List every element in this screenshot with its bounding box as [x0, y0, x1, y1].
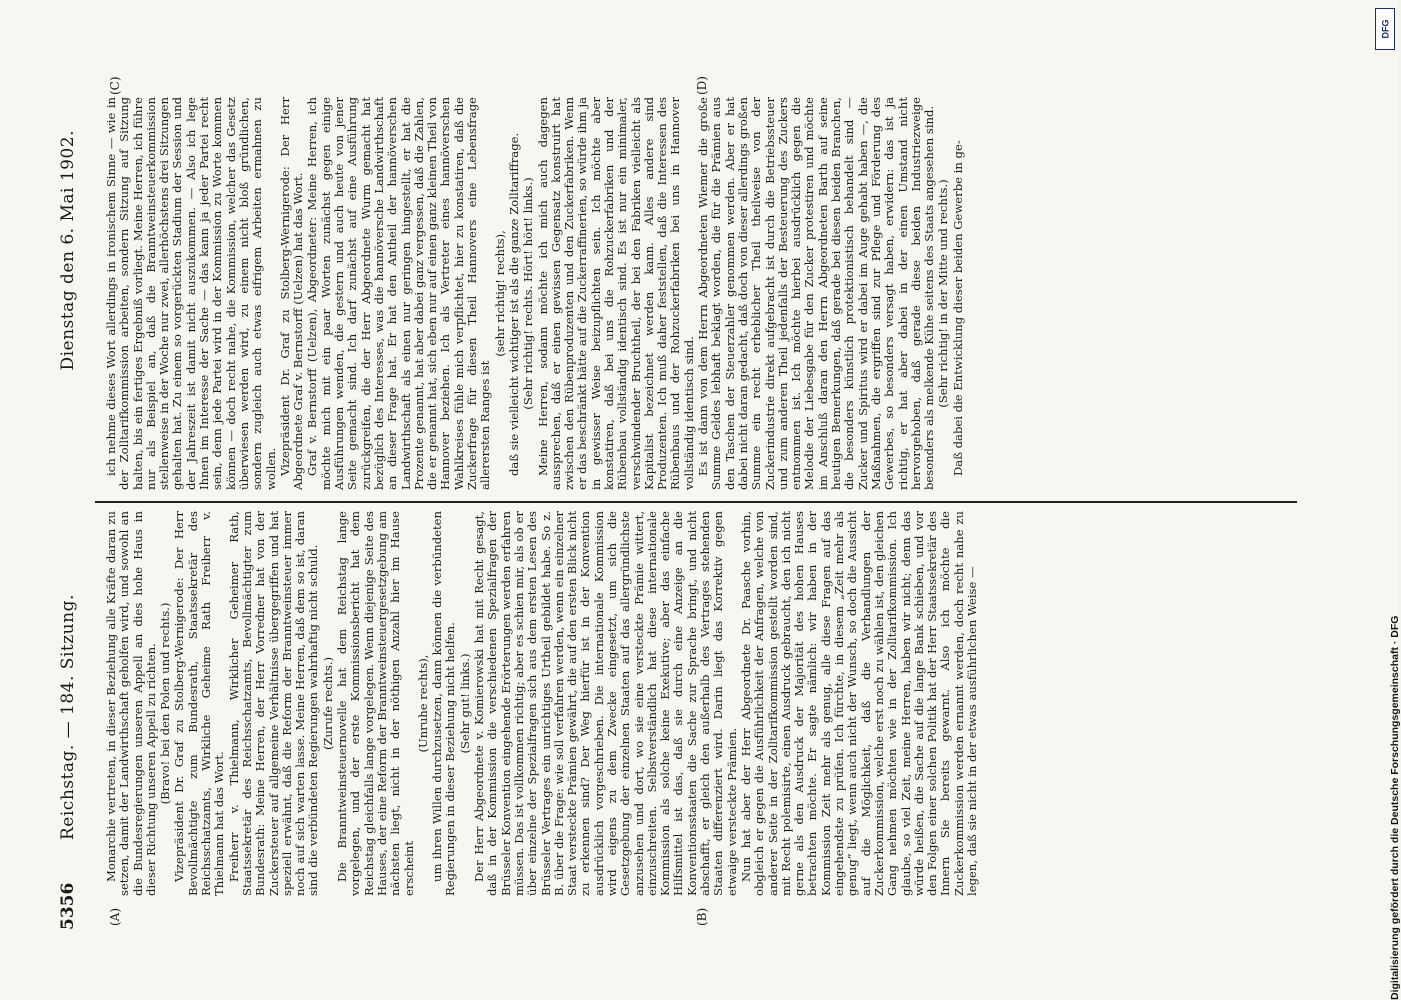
- paragraph: Vizepräsident Dr. Graf zu Stolberg-Wernigerode: Der Herr Bevollmächtigte zum Bundesrath, Staatssekretär des Reichsschatzamts, Wirkliche Geheime Rath Freiherr v. Thielmann hat das Wort.: [172, 511, 227, 896]
- interjection: (Sehr richtig! in der Mitte und rechts.): [936, 179, 951, 408]
- column-divider: [95, 501, 1297, 503]
- paragraph: Vizepräsident Dr. Graf zu Stolberg-Wernigerode: Der Herr Abgeordnete Graf v. Bernstorff (Uelzen) hat das Wort.: [277, 97, 306, 490]
- interjection: (Sehr richtig! rechts. Hört! hört! links.): [521, 177, 536, 410]
- paragraph: Nun hat aber der Herr Abgeordnete Dr. Paasche vorhin, obgleich er gegen die Ausführlichkeit der Anfragen, welche von anderer Seite in der Zolltarifkommission gestellt worden sind, mit Recht polemisirte, einen Ausdruck gebraucht, den ich nicht gerne als den Ausdruck der Majorität des hohen Hauses betrachten möchte. Er sagte nämlich: wir haben in der Kommission Zeit mehr als genug, alle diese Fragen auf das eingehendste zu prüfen. Ich fürchte, in diesem „Zeit mehr als genug“ liegt, wenn auch nicht der Wunsch, so doch die Aussicht auf die Möglichkeit, daß die Verhandlungen der Zuckerkommission, welche erst noch zu wählen ist, den gleichen Gang nehmen möchten wie in der Zolltarifkommission. Ich glaube, so viel Zeit, meine Herren, haben wir nicht; denn das würde heißen, die Sache auf die lange Bank schieben, und vor den Folgen einer solchen Politik hat der Herr Staatssekretär des Innern Sie bereits gewarnt. Also ich möchte die Zuckerkommission werden ernannt werden, doch recht nahe zu legen, daß sie nicht in der etwas ausführlichen Weise —: [738, 511, 979, 896]
- page-title: Reichstag. — 184. Sitzung.: [58, 594, 78, 840]
- paragraph: Der Herr Abgeordnete v. Komierowski hat mit Recht gesagt, daß in der Kommission die verschiedenen Spezialfragen der Brüsseler Konvention eingehende Erörterungen werden erfahren müssen. Das ist vollkommen richtig; aber es schien mir, als ob er über einzelne der Spezialfragen sich aus dem ersten Lesen des Brüsseler Vertrages ein unrichtiges Urtheil gebildet habe. So z. B. über die Frage: wie soll verfahren werden, wenn ein einzelner Staat versteckte Prämien gewährt, die auf den ersten Blick nicht zu erkennen sind? Der Weg hierfür ist in der Konvention ausdrücklich vorgeschrieben. Die internationale Kommission wird eigens zu dem Zwecke eingesetzt, um sich die Gesetzgebung der einzelnen Staaten auf das allergründlichste anzusehen und dort, wo sie eine versteckte Prämie wittert, einzuschreiten. Selbstverständlich hat diese internationale Kommission als solche keine Exekutive; aber das einfache Hilfsmittel ist das, daß sie durch eine Anzeige an die Konventionsstaaten die Sache zur Sprache bringt, und nicht abschafft, er gleich den außerhalb des Vertrages stehenden Staaten differenziert wird. Darin liegt das Korrektiv gegen etwaige versteckte Prämien.: [472, 510, 739, 896]
- margin-marker-a: (A): [108, 907, 122, 926]
- paragraph: daß sie vielleicht wichtiger ist als die ganze Zolltariffrage.: [506, 132, 521, 476]
- margin-marker-d: (D): [695, 76, 709, 95]
- page-number: 5356: [58, 882, 78, 930]
- paragraph: Die Branntweinsteuernovelle hat dem Reichstag lange vorgelegen, und der erste Kommissionsbericht hat dem Reichstag gleichfalls lange vorgelegen. Wenn diejenige Seite des Hauses, der eine Reform der Branntweinsteuergesetzgebung am nächsten liegt, nicht in der nöthigen Anzahl hier im Hause erscheint: [335, 511, 416, 896]
- interjection: (Sehr gut! links.): [457, 653, 472, 754]
- interjection: (Zurufe rechts.): [320, 656, 335, 751]
- interjection: (Unruhe rechts),: [415, 654, 430, 753]
- paragraph: ich nehme dieses Wort allerdings in ironischem Sinne — wie in der Zolltarifkommission arbeiten, sondern Sitzung auf Sitzung halten, bis ein fertiges Ergebniß vorliegt. Meine Herren, ich führe nur als Beispiel an, daß die Branntweinsteuerkommission stellenweise in der Woche nur zwei, allerhöchstens drei Sitzungen gehalten hat. Zu einem so vorgerückten Stadium der Session und der Jahreszeit ist damit nicht auszukommen. — Also ich lege Ihnen im Interesse der Sache — das kann ja jeder Partei recht sein, denn jede Partei wird in der Kommission zu Worte kommen können — doch recht nahe, die Kommission, welcher das Gesetz überwiesen werden wird, zu einem nicht bloß gründlichen, sondern zugleich auch etwas eifrigem Arbeiten ermahnen zu wollen.: [104, 97, 278, 490]
- paragraph: Daß dabei die Entwicklung dieser beiden Gewerbe in ge-: [950, 140, 965, 476]
- paragraph: Es ist dann von dem Herrn Abgeordneten Wiemer die große Summe Geldes lebhaft beklagt worden, die für die Prämien aus den Taschen der Steuerzahler genommen werden. Aber er hat dabei nicht daran gedacht, daß doch von dieser allerdings großen Summe ein recht erheblicher Theil theilweise von der Zuckerindustrie direkt aufgebracht ist durch die Betriebssteuer und zum anderen Theil jedenfalls der Besteuerung des Zuckers entnommen ist. Ich möchte hierbei ausdrücklich gegen die Melodie der Liebesgabe für den Zucker protestiren und möchte im Anschluß daran den Herrn Abgeordneten Barth auf seine heutigen Bemerkungen, daß gerade bei diesen beiden Branchen, die besonders künstlich protektionistisch behandelt sind — Zucker und Spiritus wird er dabei im Auge gehabt haben —, die Maßnahmen, die ergriffen sind zur Pflege und Förderung des Gewerbes, so besonders versagt haben, erwidern: das ist ja richtig, er hat aber dabei in der einen Umstand nicht hervorgehoben, daß gerade diese beiden Industriezweige besonders als melkende Kühe seitens des Staats angesehen sind.: [696, 97, 937, 490]
- page-header: [58, 70, 88, 930]
- paragraph: Freiherr v. Thielmann, Wirklicher Geheimer Rath, Staatssekretär des Reichsschatzamts, Bevollmächtigter zum Bundesrath: Meine Herren, der Herr Vorredner hat von der Zuckersteuer auf allgemeine Verhältnisse übergegriffen und hat speziell erwähnt, daß die Reform der Branntweinsteuer immer noch auf sich warten lasse. Meine Herren, daß dem so ist, daran sind die verbündeten Regierungen wahrhaftig nicht schuld.: [226, 511, 321, 896]
- margin-marker-c: (C): [108, 76, 122, 95]
- dfg-logo: DFG: [1375, 8, 1395, 50]
- margin-marker-b: (B): [695, 907, 709, 926]
- digitization-credit: Digitalisierung gefördert durch die Deutsche Forschungsgemeinschaft · DFG: [1389, 615, 1401, 1000]
- paragraph: Monarchie vertreten, in dieser Beziehung alle Kräfte daran zu setzen, damit der Landwirthschaft geholfen wird, und sowohl an die Bundesregierungen unseren Appell an dies hohe Haus in dieser Richtung unseren Appell zu richten.: [104, 511, 158, 896]
- paragraph: um ihren Willen durchzusetzen, dann können die verbündeten Regierungen in dieser Beziehung nicht helfen.: [430, 511, 458, 896]
- interjection: (sehr richtig! rechts),: [492, 230, 507, 357]
- left-column: [105, 511, 1292, 896]
- right-column: [105, 97, 1292, 490]
- paragraph: Meine Herren, sodann möchte ich mich auch dagegen aussprechen, daß er einen gewissen Gegensatz konstruirt hat zwischen den Rübenproduzenten und den Zuckerfabriken. Wenn er das beschränkt hätte auf die Zuckerraffinerien, so würde ihm ja in gewisser Weise beizupflichten sein. Ich möchte aber konstatiren, daß bei uns die Rohzuckerfabriken und der Rübenbau vollständig identisch sind. Es ist nur ein minimaler, verschwindender Bruchtheil, der bei den Fabriken vielleicht als Kapitalist bezeichnet werden kann. Alles andere sind Produzenten. Ich muß daher feststellen, daß die Interessen des Rübenbaus und der Rohzuckerfabriken bei uns in Hannover vollständig identisch sind.: [535, 97, 696, 490]
- interjection: (Bravo! bei den Polen und rechts.): [158, 602, 173, 805]
- page-date: Dienstag den 6. Mai 1902.: [58, 130, 78, 371]
- paragraph: Graf v. Bernstorff (Uelzen), Abgeordneter: Meine Herren, ich möchte mich mit ein paar Worten zunächst gegen einige Ausführungen wenden, die gestern und auch heute von jener Seite gemacht sind. Ich darf zunächst auf eine Ausführung zurückgreifen, die der Herr Abgeordnete Wurm gemacht hat bezüglich des Interesses, was die hannöversche Landwirthschaft an dieser Frage hat. Er hat den Antheil der hannöverschen Landwirthschaft als einen nur geringen hingestellt, er hat die Prozente genannt, hat aber dabei ganz vergessen, daß die Zahlen, die er genannt hat, sich eben nur auf einen ganz kleinen Theil von Hannover beziehen. Ich als Vertreter eines hannöverschen Wahlkreises fühle mich verpflichtet, hier zu konstatiren, daß die Zuckerfrage für diesen Theil Hannovers eine Lebensfrage allerersten Ranges ist: [305, 97, 493, 490]
